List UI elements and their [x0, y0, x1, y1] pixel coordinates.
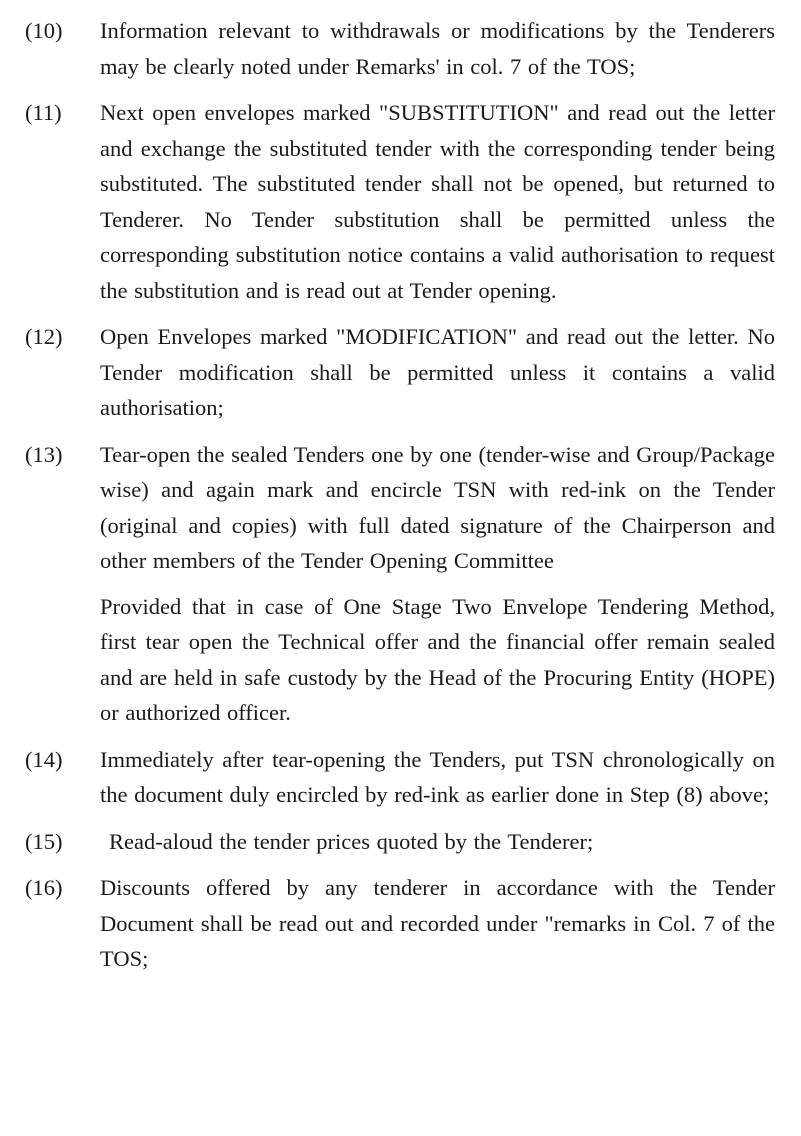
- item-body: [100, 13, 775, 84]
- list-item-13: [25, 437, 775, 731]
- paragraph: Discounts offered by any tenderer in accordance with the Tender Document shall be read out and recorded under "remarks in Col. 7 of the TOS;: [100, 875, 775, 971]
- item-number: (13): [25, 441, 63, 467]
- item-number: (11): [25, 100, 62, 125]
- item-body: [100, 319, 775, 426]
- item-number: (16): [25, 875, 63, 900]
- paragraph: Immediately after tear-opening the Tenders, put TSN chronologically on the document duly encircled by red-ink as earlier done in Step (8) above;: [100, 746, 775, 807]
- paragraph-proviso: Provided that in case of One Stage Two Envelope Tendering Method, first tear open the Technical offer and the financial offer remain sealed and are held in safe custody by the Head of the Procuring Entity (HOPE) or authorized officer.: [100, 593, 775, 725]
- item-body: [100, 870, 775, 977]
- paragraph: Next open envelopes marked "SUBSTITUTION" and read out the letter and exchange the substituted tender with the corresponding tender being substituted. The substituted tender shall not be opened, but returned to Tenderer. No Tender substitution shall be permitted unless the corresponding substitution notice contains a valid authorisation to request the substitution and is read out at Tender opening.: [100, 100, 775, 303]
- paragraph: Open Envelopes marked "MODIFICATION" and read out the letter. No Tender modification shall be permitted unless it contains a valid authorisation;: [100, 324, 775, 420]
- list-item-15: [25, 824, 775, 860]
- list-item-14: [25, 742, 775, 813]
- list-item-11: [25, 95, 775, 308]
- item-body: [100, 95, 775, 308]
- item-number: (12): [25, 324, 63, 349]
- list-item-16: [25, 870, 775, 977]
- list-item-10: [25, 13, 775, 84]
- paragraph: Information relevant to withdrawals or modifications by the Tenderers may be clearly noted under Remarks' in col. 7 of the TOS;: [100, 18, 775, 79]
- item-body: [100, 437, 775, 731]
- paragraph: Read-aloud the tender prices quoted by the Tenderer;: [109, 828, 594, 854]
- item-number: (14): [25, 746, 63, 772]
- item-number: (15): [25, 828, 63, 854]
- paragraph: Tear-open the sealed Tenders one by one (tender-wise and Group/Package wise) and again mark and encircle TSN with red-ink on the Tender (original and copies) with full dated signature of the Chairperson and other members of the Tender Opening Committee: [100, 441, 775, 573]
- list-item-12: [25, 319, 775, 426]
- item-number: (10): [25, 18, 63, 43]
- item-body: [100, 824, 775, 860]
- item-body: [100, 742, 775, 813]
